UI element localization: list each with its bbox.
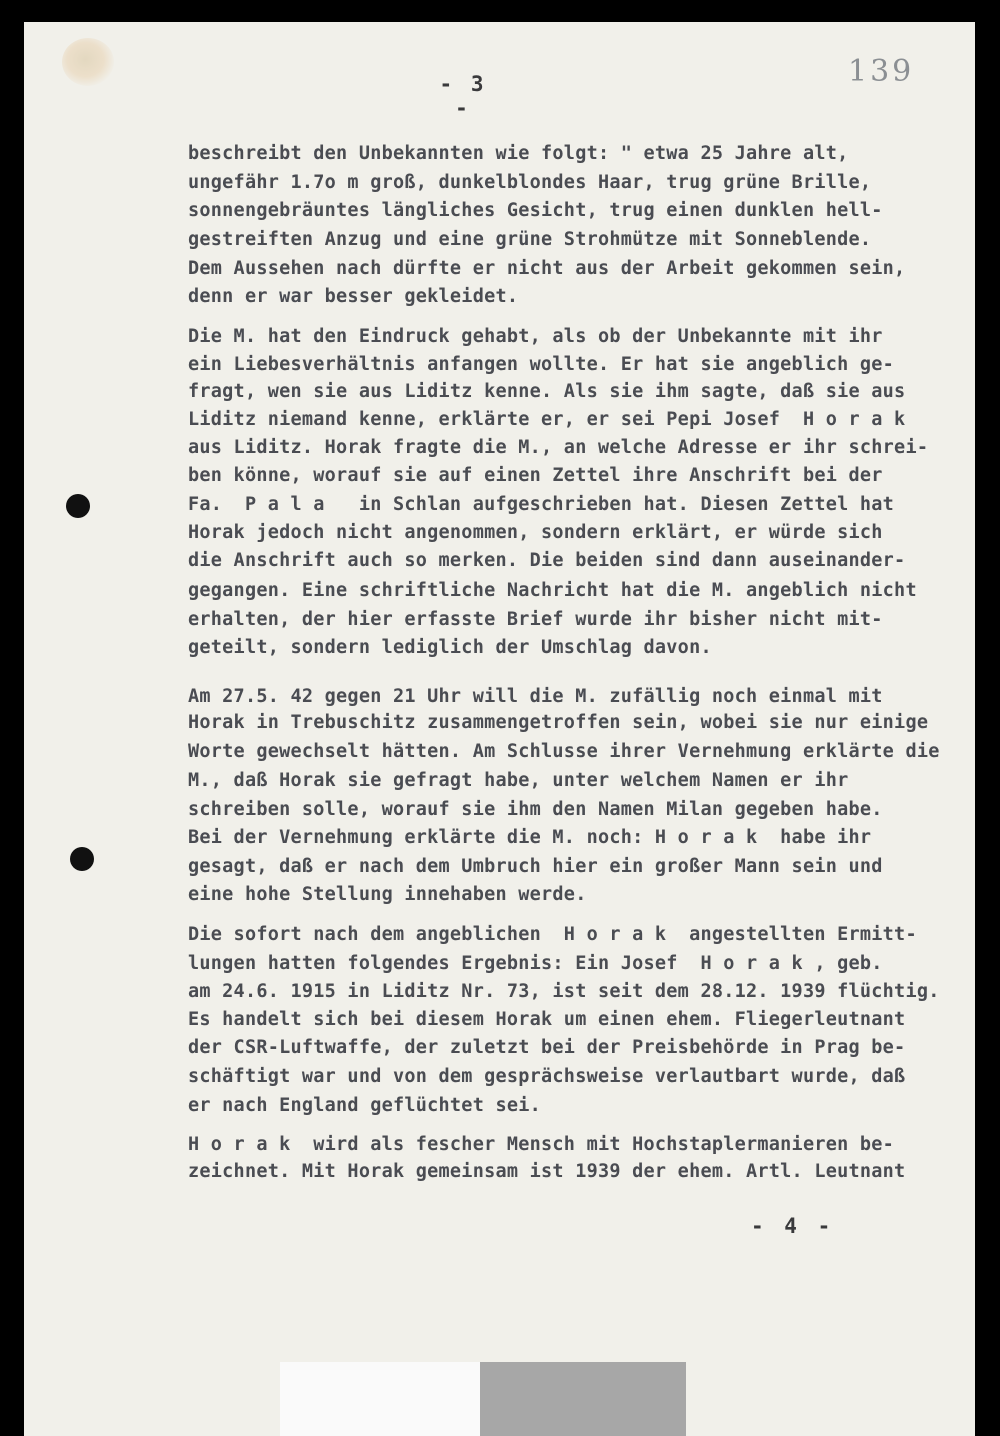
text-line: zeichnet. Mit Horak gemeinsam ist 1939 der ehem. Artl. Leutnant — [188, 1161, 906, 1182]
text-line: schäftigt war und von dem gesprächsweise verlautbart wurde, daß — [188, 1066, 906, 1087]
punch-hole-bottom — [70, 847, 94, 871]
text-line: fragt, wen sie aus Liditz kenne. Als sie ihm sagte, daß sie aus — [188, 381, 906, 402]
text-line: Horak in Trebuschitz zusammengetroffen sein, wobei sie nur einige — [188, 712, 929, 733]
text-line: denn er war besser gekleidet. — [188, 286, 519, 307]
calibration-patch-grey — [480, 1362, 686, 1436]
text-line: sonnengebräuntes längliches Gesicht, trug einen dunklen hell- — [188, 200, 883, 221]
text-line: ungefähr 1.7o m groß, dunkelblondes Haar, trug grüne Brille, — [188, 172, 872, 193]
page-number: - 3 - — [439, 72, 487, 120]
text-line: er nach England geflüchtet sei. — [188, 1095, 542, 1116]
text-line: M., daß Horak sie gefragt habe, unter welchem Namen er ihr — [188, 770, 849, 791]
text-line: geteilt, sondern lediglich der Umschlag davon. — [188, 637, 712, 658]
text-line: am 24.6. 1915 in Liditz Nr. 73, ist seit dem 28.12. 1939 flüchtig. — [188, 981, 940, 1002]
text-line: lungen hatten folgendes Ergebnis: Ein Josef H o r a k , geb. — [188, 953, 883, 974]
text-line: gestreiften Anzug und eine grüne Strohmütze mit Sonneblende. — [188, 229, 872, 250]
text-line: H o r a k wird als fescher Mensch mit Hochstaplermanieren be- — [188, 1134, 895, 1155]
calibration-patch-white — [280, 1362, 480, 1436]
text-line: Bei der Vernehmung erklärte die M. noch: H o r a k habe ihr — [188, 827, 872, 848]
text-line: ben könne, worauf sie auf einen Zettel ihre Anschrift bei der — [188, 465, 883, 486]
text-line: Fa. P a l a in Schlan aufgeschrieben hat. Diesen Zettel hat — [188, 494, 895, 515]
text-line: Worte gewechselt hätten. Am Schlusse ihrer Vernehmung erklärte die — [188, 741, 940, 762]
text-line: gegangen. Eine schriftliche Nachricht hat die M. angeblich nicht — [188, 580, 917, 601]
text-line: beschreibt den Unbekannten wie folgt: " etwa 25 Jahre alt, — [188, 143, 849, 164]
text-line: ein Liebesverhältnis anfangen wollte. Er hat sie angeblich ge- — [188, 354, 895, 375]
text-line: aus Liditz. Horak fragte die M., an welche Adresse er ihr schrei- — [188, 437, 929, 458]
text-line: Die sofort nach dem angeblichen H o r a k angestellten Ermitt- — [188, 924, 917, 945]
text-line: eine hohe Stellung innehaben werde. — [188, 884, 587, 905]
text-line: Die M. hat den Eindruck gehabt, als ob der Unbekannte mit ihr — [188, 326, 883, 347]
text-line: die Anschrift auch so merken. Die beiden sind dann auseinander- — [188, 550, 906, 571]
punch-hole-top — [66, 494, 90, 518]
text-line: Horak jedoch nicht angenommen, sondern erklärt, er würde sich — [188, 522, 883, 543]
text-line: Liditz niemand kenne, erklärte er, er sei Pepi Josef H o r a k — [188, 409, 906, 430]
paper-stain — [62, 38, 114, 86]
text-line: erhalten, der hier erfasste Brief wurde ihr bisher nicht mit- — [188, 609, 883, 630]
next-page-number: - 4 - — [751, 1214, 835, 1238]
text-line: schreiben solle, worauf sie ihm den Namen Milan gegeben habe. — [188, 799, 883, 820]
archive-number: 139 — [848, 54, 915, 89]
text-line: Dem Aussehen nach dürfte er nicht aus der Arbeit gekommen sein, — [188, 258, 906, 279]
text-line: Am 27.5. 42 gegen 21 Uhr will die M. zufällig noch einmal mit — [188, 686, 883, 707]
text-line: der CSR-Luftwaffe, der zuletzt bei der Preisbehörde in Prag be- — [188, 1037, 906, 1058]
text-line: Es handelt sich bei diesem Horak um einen ehem. Fliegerleutnant — [188, 1009, 906, 1030]
text-line: gesagt, daß er nach dem Umbruch hier ein großer Mann sein und — [188, 856, 883, 877]
